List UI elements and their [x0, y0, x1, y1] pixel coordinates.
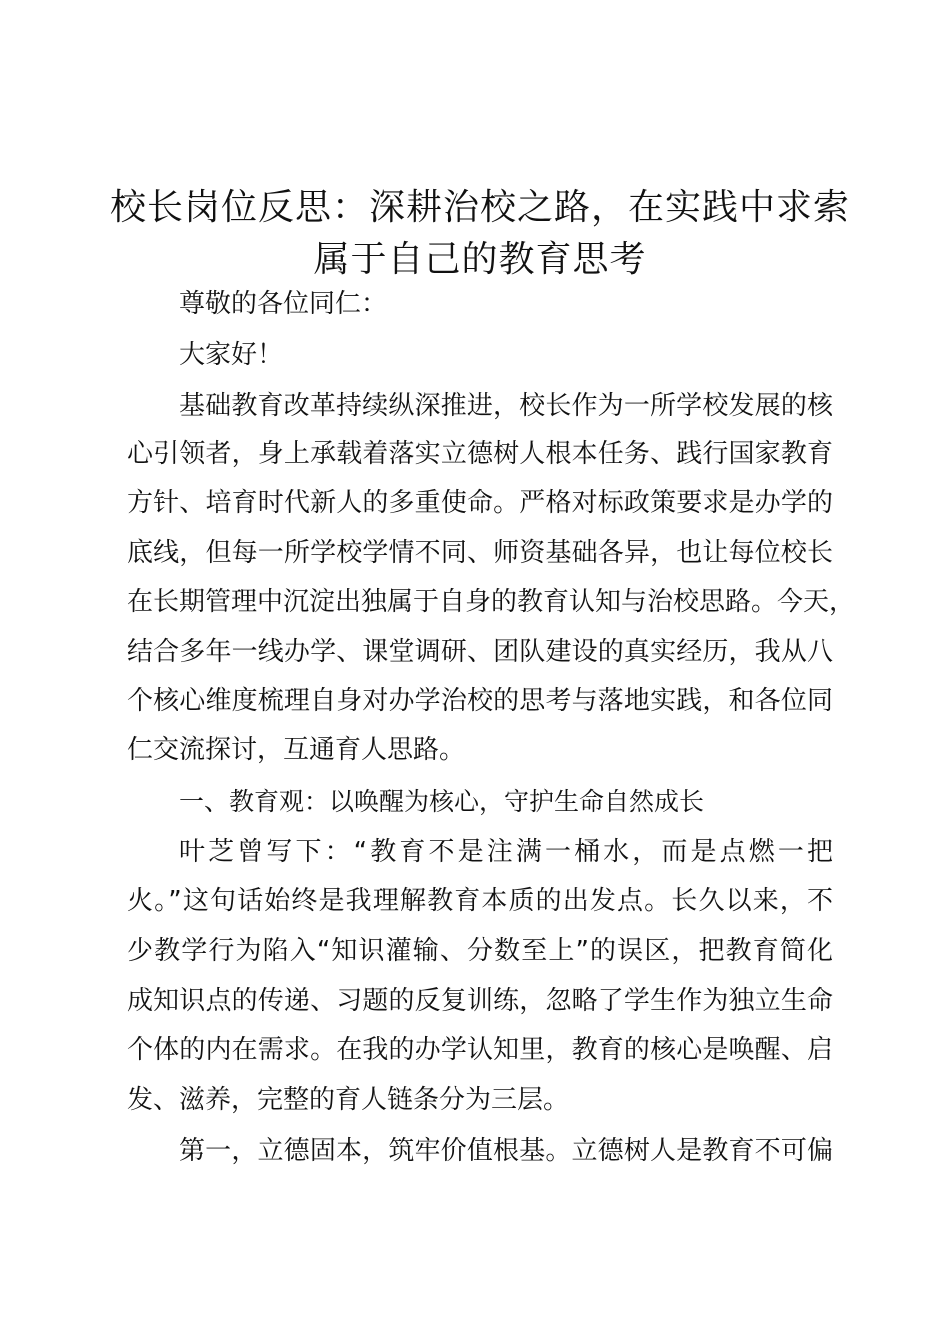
greeting: 大家好！	[179, 340, 284, 370]
intro-line-3: 方针、培育时代新人的多重使命。严格对标政策要求是办学的	[127, 488, 833, 518]
document-title-line-2: 属于自己的教育思考	[313, 239, 647, 280]
intro-line-8: 仁交流探讨，互通育人思路。	[127, 735, 466, 765]
section1-line-5: 个体的内在需求。在我的办学认知里，教育的核心是唤醒、启	[127, 1035, 833, 1065]
intro-line-5: 在长期管理中沉淀出独属于自身的教育认知与治校思路。今天，	[127, 587, 856, 617]
section1-line-4: 成知识点的传递、习题的反复训练，忽略了学生作为独立生命	[127, 986, 833, 1016]
section1-line-6: 发、滋养，完整的育人链条分为三层。	[127, 1085, 570, 1115]
intro-line-7: 个核心维度梳理自身对办学治校的思考与落地实践，和各位同	[127, 686, 833, 716]
intro-line-6: 结合多年一线办学、课堂调研、团队建设的真实经历，我从八	[127, 637, 833, 667]
document-title-line-1: 校长岗位反思：深耕治校之路，在实践中求索	[110, 187, 851, 228]
section1-line-1: 叶芝曾写下：“教育不是注满一桶水，而是点燃一把	[179, 837, 833, 867]
salutation: 尊敬的各位同仁：	[179, 289, 388, 319]
intro-line-4: 底线，但每一所学校学情不同、师资基础各异，也让每位校长	[127, 538, 833, 568]
section1-line-3: 少教学行为陷入“知识灌输、分数至上”的误区，把教育简化	[127, 936, 833, 966]
section1-line-2: 火。”这句话始终是我理解教育本质的出发点。长久以来，不	[127, 886, 833, 916]
section-heading-1: 一、教育观：以唤醒为核心，守护生命自然成长	[179, 787, 705, 816]
intro-line-2: 心引领者，身上承载着落实立德树人根本任务、践行国家教育	[127, 439, 833, 469]
intro-line-1: 基础教育改革持续纵深推进，校长作为一所学校发展的核	[179, 391, 833, 421]
point1-line-1: 第一，立德固本，筑牢价值根基。立德树人是教育不可偏	[179, 1136, 833, 1166]
